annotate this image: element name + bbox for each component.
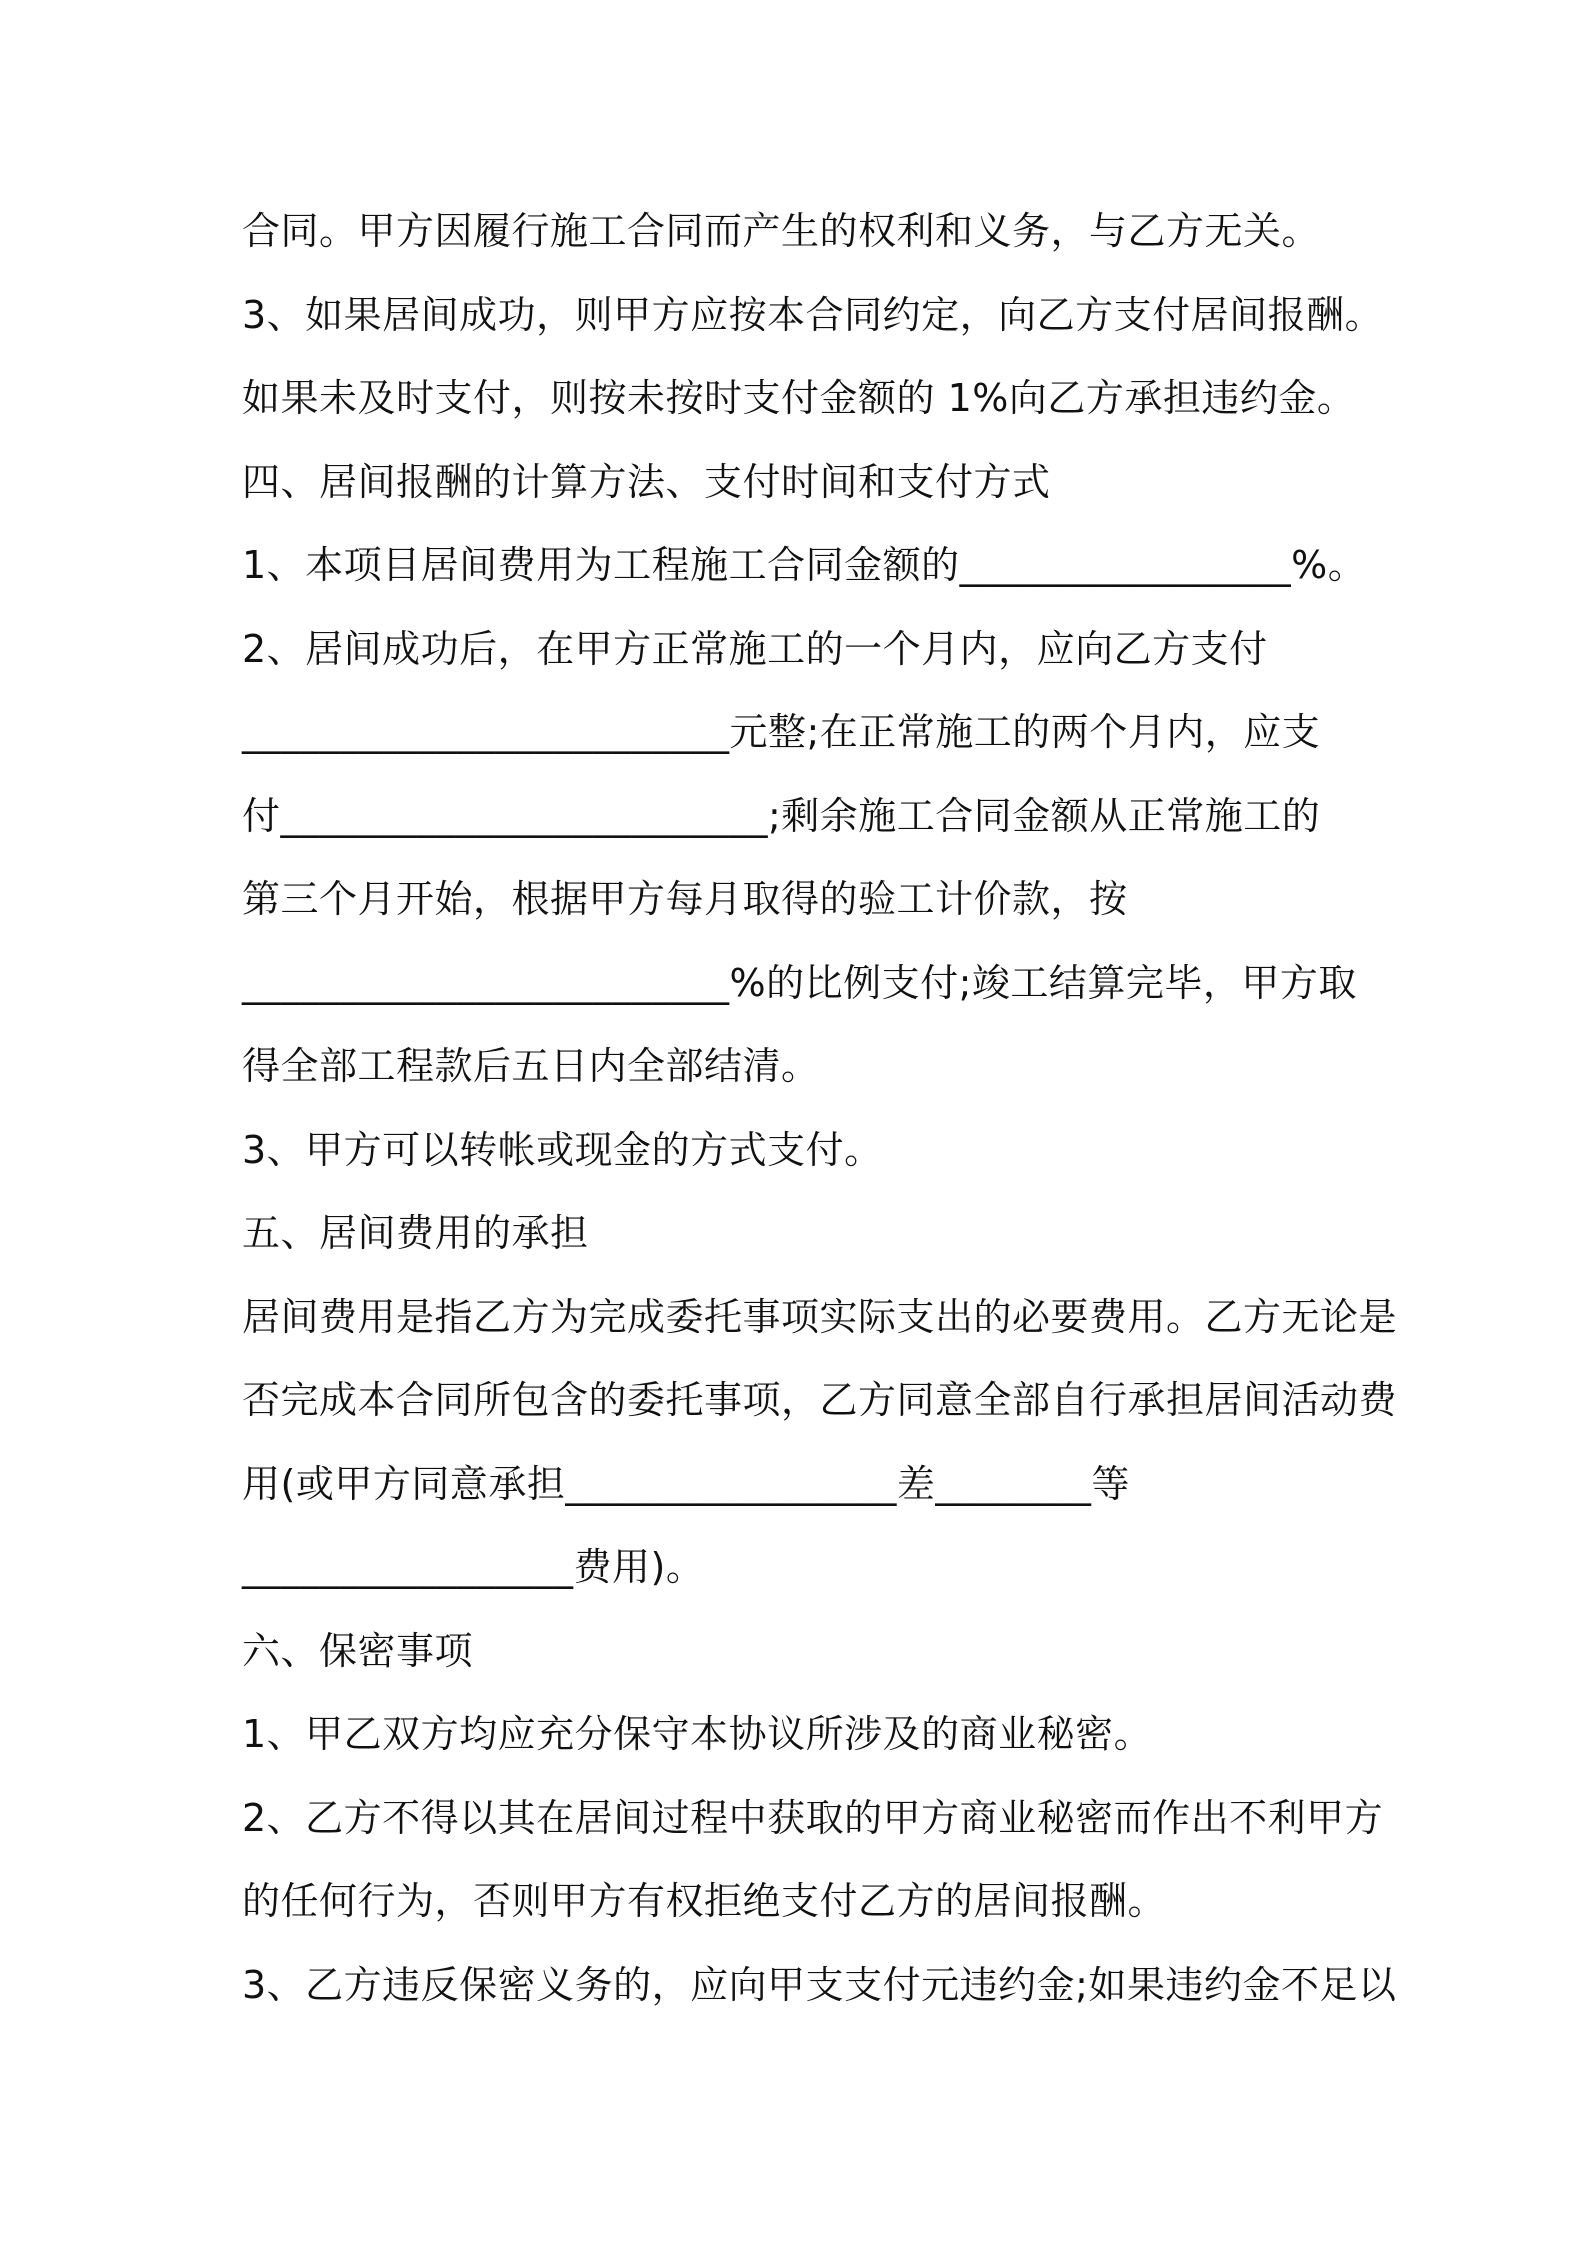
section-heading: 五、居间费用的承担	[242, 1211, 589, 1255]
paragraph-line: 第三个月开始，根据甲方每月取得的验工计价款，按	[242, 877, 1128, 921]
paragraph-line: 得全部工程款后五日内全部结清。	[242, 1044, 820, 1088]
paragraph-line: 1、本项目居间费用为工程施工合同金额的_________________%。	[242, 543, 1367, 587]
paragraph-line: 合同。甲方因履行施工合同而产生的权利和义务，与乙方无关。	[242, 209, 1321, 253]
paragraph-line: _________________________%的比例支付;竣工结算完毕，甲方取	[242, 961, 1357, 1005]
paragraph-line: 居间费用是指乙方为完成委托事项实际支出的必要费用。乙方无论是	[242, 1295, 1398, 1339]
section-heading: 六、保密事项	[242, 1629, 474, 1673]
paragraph-line: 的任何行为，否则甲方有权拒绝支付乙方的居间报酬。	[242, 1879, 1167, 1923]
paragraph-line: 1、甲乙双方均应充分保守本协议所涉及的商业秘密。	[242, 1712, 1153, 1756]
paragraph-line: 2、乙方不得以其在居间过程中获取的甲方商业秘密而作出不利甲方	[242, 1796, 1384, 1840]
paragraph-line: 3、如果居间成功，则甲方应按本合同约定，向乙方支付居间报酬。	[242, 293, 1384, 337]
paragraph-line: _________________费用)。	[242, 1545, 705, 1589]
paragraph-line: 否完成本合同所包含的委托事项，乙方同意全部自行承担居间活动费	[242, 1378, 1398, 1422]
paragraph-line: 3、甲方可以转帐或现金的方式支付。	[242, 1128, 883, 1172]
paragraph-line: 2、居间成功后，在甲方正常施工的一个月内，应向乙方支付	[242, 627, 1268, 671]
paragraph-line: 3、乙方违反保密义务的，应向甲支支付元违约金;如果违约金不足以	[242, 1963, 1397, 2007]
paragraph-line: _________________________元整;在正常施工的两个月内，应支	[242, 710, 1321, 754]
paragraph-line: 如果未及时支付，则按未按时支付金额的 1%向乙方承担违约金。	[242, 376, 1356, 420]
paragraph-line: 用(或甲方同意承担_________________差________等	[242, 1462, 1130, 1506]
section-heading: 四、居间报酬的计算方法、支付时间和支付方式	[242, 460, 1051, 504]
paragraph-line: 付_________________________;剩余施工合同金额从正常施工的	[242, 794, 1321, 838]
